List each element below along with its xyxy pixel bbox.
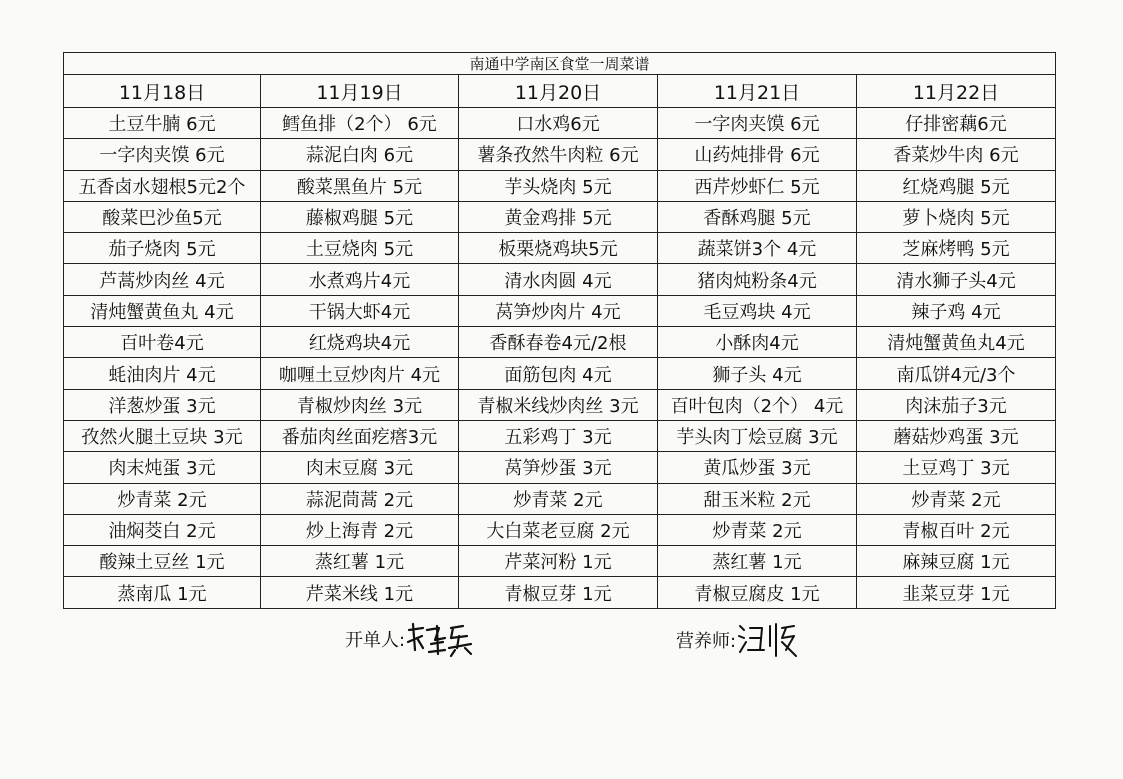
dish-cell: 莴笋炒肉片 4元 <box>459 295 658 326</box>
dish-cell: 酸菜黑鱼片 5元 <box>261 170 459 201</box>
dish-cell: 五彩鸡丁 3元 <box>459 420 658 451</box>
dish-cell: 芦蒿炒肉丝 4元 <box>64 264 261 295</box>
dish-cell: 口水鸡6元 <box>459 108 658 139</box>
dish-cell: 土豆鸡丁 3元 <box>857 452 1056 483</box>
dish-cell: 狮子头 4元 <box>658 358 857 389</box>
date-header: 11月21日 <box>658 75 857 108</box>
table-row <box>64 577 1056 608</box>
dish-cell: 红烧鸡腿 5元 <box>857 170 1056 201</box>
nutritionist-signature-block <box>676 620 800 660</box>
table-row <box>64 170 1056 201</box>
dish-cell: 红烧鸡块4元 <box>261 327 459 358</box>
dish-cell: 蒜泥白肉 6元 <box>261 139 459 170</box>
dish-cell: 清炖蟹黄鱼丸 4元 <box>64 295 261 326</box>
menu-table <box>63 52 1056 609</box>
dish-cell: 辣子鸡 4元 <box>857 295 1056 326</box>
dish-cell: 萝卜烧肉 5元 <box>857 201 1056 232</box>
dish-cell: 百叶卷4元 <box>64 327 261 358</box>
menu-title: 南通中学南区食堂一周菜谱 <box>64 53 1056 75</box>
date-header: 11月19日 <box>261 75 459 108</box>
dish-rows <box>64 108 1056 609</box>
dish-cell: 孜然火腿土豆块 3元 <box>64 420 261 451</box>
dish-cell: 蚝油肉片 4元 <box>64 358 261 389</box>
dish-cell: 青椒豆芽 1元 <box>459 577 658 608</box>
dish-cell: 芋头肉丁烩豆腐 3元 <box>658 420 857 451</box>
dish-cell: 青椒百叶 2元 <box>857 514 1056 545</box>
dish-cell: 大白菜老豆腐 2元 <box>459 514 658 545</box>
date-header-row <box>64 75 1056 108</box>
dish-cell: 清水狮子头4元 <box>857 264 1056 295</box>
dish-cell: 薯条孜然牛肉粒 6元 <box>459 139 658 170</box>
dish-cell: 蒜泥茼蒿 2元 <box>261 483 459 514</box>
table-row <box>64 264 1056 295</box>
dish-cell: 肉末炖蛋 3元 <box>64 452 261 483</box>
dish-cell: 甜玉米粒 2元 <box>658 483 857 514</box>
dish-cell: 土豆烧肉 5元 <box>261 233 459 264</box>
table-row <box>64 452 1056 483</box>
dish-cell: 板栗烧鸡块5元 <box>459 233 658 264</box>
dish-cell: 蒸红薯 1元 <box>658 546 857 577</box>
dish-cell: 香酥春卷4元/2根 <box>459 327 658 358</box>
dish-cell: 莴笋炒蛋 3元 <box>459 452 658 483</box>
table-row <box>64 546 1056 577</box>
issuer-signature-block <box>345 620 477 658</box>
table-row <box>64 295 1056 326</box>
dish-cell: 青椒豆腐皮 1元 <box>658 577 857 608</box>
dish-cell: 酸菜巴沙鱼5元 <box>64 201 261 232</box>
date-header: 11月22日 <box>857 75 1056 108</box>
dish-cell: 炒青菜 2元 <box>64 483 261 514</box>
dish-cell: 香酥鸡腿 5元 <box>658 201 857 232</box>
dish-cell: 青椒米线炒肉丝 3元 <box>459 389 658 420</box>
dish-cell: 黄金鸡排 5元 <box>459 201 658 232</box>
dish-cell: 炒上海青 2元 <box>261 514 459 545</box>
table-row <box>64 327 1056 358</box>
nutritionist-label: 营养师: <box>676 631 737 652</box>
dish-cell: 酸辣土豆丝 1元 <box>64 546 261 577</box>
dish-cell: 蒸红薯 1元 <box>261 546 459 577</box>
dish-cell: 藤椒鸡腿 5元 <box>261 201 459 232</box>
table-row <box>64 201 1056 232</box>
dish-cell: 一字肉夹馍 6元 <box>64 139 261 170</box>
dish-cell: 蔬菜饼3个 4元 <box>658 233 857 264</box>
issuer-signature <box>405 620 477 658</box>
dish-cell: 干锅大虾4元 <box>261 295 459 326</box>
table-row <box>64 483 1056 514</box>
dish-cell: 蒸南瓜 1元 <box>64 577 261 608</box>
dish-cell: 蘑菇炒鸡蛋 3元 <box>857 420 1056 451</box>
dish-cell: 黄瓜炒蛋 3元 <box>658 452 857 483</box>
dish-cell: 肉末豆腐 3元 <box>261 452 459 483</box>
table-row <box>64 514 1056 545</box>
dish-cell: 清炖蟹黄鱼丸4元 <box>857 327 1056 358</box>
dish-cell: 毛豆鸡块 4元 <box>658 295 857 326</box>
table-row <box>64 139 1056 170</box>
dish-cell: 麻辣豆腐 1元 <box>857 546 1056 577</box>
issuer-label: 开单人: <box>345 630 406 651</box>
dish-cell: 番茄肉丝面疙瘩3元 <box>261 420 459 451</box>
dish-cell: 洋葱炒蛋 3元 <box>64 389 261 420</box>
dish-cell: 清水肉圆 4元 <box>459 264 658 295</box>
dish-cell: 鳕鱼排（2个） 6元 <box>261 108 459 139</box>
dish-cell: 面筋包肉 4元 <box>459 358 658 389</box>
nutritionist-signature <box>736 620 800 660</box>
dish-cell: 油焖茭白 2元 <box>64 514 261 545</box>
dish-cell: 青椒炒肉丝 3元 <box>261 389 459 420</box>
dish-cell: 仔排密藕6元 <box>857 108 1056 139</box>
date-header: 11月18日 <box>64 75 261 108</box>
table-row <box>64 358 1056 389</box>
table-row <box>64 420 1056 451</box>
dish-cell: 炒青菜 2元 <box>658 514 857 545</box>
dish-cell: 猪肉炖粉条4元 <box>658 264 857 295</box>
dish-cell: 一字肉夹馍 6元 <box>658 108 857 139</box>
table-row <box>64 108 1056 139</box>
dish-cell: 土豆牛腩 6元 <box>64 108 261 139</box>
dish-cell: 南瓜饼4元/3个 <box>857 358 1056 389</box>
dish-cell: 五香卤水翅根5元2个 <box>64 170 261 201</box>
date-header: 11月20日 <box>459 75 658 108</box>
dish-cell: 香菜炒牛肉 6元 <box>857 139 1056 170</box>
dish-cell: 芝麻烤鸭 5元 <box>857 233 1056 264</box>
dish-cell: 炒青菜 2元 <box>857 483 1056 514</box>
dish-cell: 百叶包肉（2个） 4元 <box>658 389 857 420</box>
dish-cell: 芋头烧肉 5元 <box>459 170 658 201</box>
dish-cell: 小酥肉4元 <box>658 327 857 358</box>
dish-cell: 咖喱土豆炒肉片 4元 <box>261 358 459 389</box>
table-row <box>64 389 1056 420</box>
dish-cell: 韭菜豆芽 1元 <box>857 577 1056 608</box>
dish-cell: 芹菜米线 1元 <box>261 577 459 608</box>
dish-cell: 芹菜河粉 1元 <box>459 546 658 577</box>
table-row <box>64 233 1056 264</box>
dish-cell: 茄子烧肉 5元 <box>64 233 261 264</box>
dish-cell: 炒青菜 2元 <box>459 483 658 514</box>
dish-cell: 肉沫茄子3元 <box>857 389 1056 420</box>
dish-cell: 水煮鸡片4元 <box>261 264 459 295</box>
dish-cell: 山药炖排骨 6元 <box>658 139 857 170</box>
dish-cell: 西芹炒虾仁 5元 <box>658 170 857 201</box>
